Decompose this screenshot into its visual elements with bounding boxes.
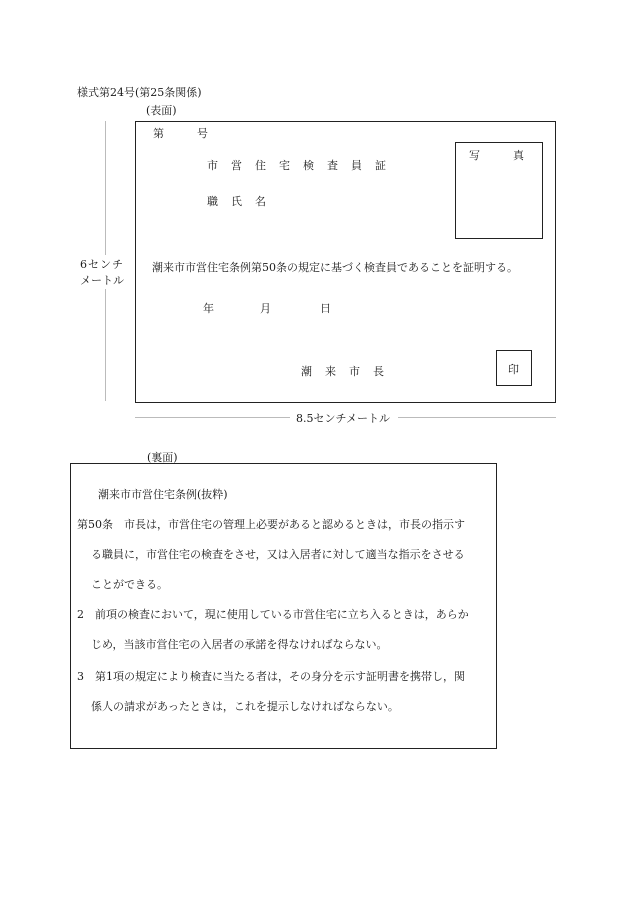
width-dimension-line-left xyxy=(135,417,290,418)
certificate-title: 市営住宅検査員証 xyxy=(207,159,399,172)
width-dimension-line-right xyxy=(398,417,556,418)
ordinance-heading: 潮来市市営住宅条例(抜粋) xyxy=(98,488,228,501)
ordinance-line: じめ，当該市営住宅の入居者の承諾を得なければならない。 xyxy=(91,638,388,651)
ordinance-line: 3 第1項の規定により検査に当たる者は，その身分を示す証明書を携帯し，関 xyxy=(77,670,465,683)
ordinance-line: 2 前項の検査において，現に使用している市営住宅に立ち入るときは，あらか xyxy=(77,608,469,621)
issuer-name: 潮来市長 xyxy=(301,365,397,378)
ordinance-line: る職員に，市営住宅の検査をさせ，又は入居者に対して適当な指示をさせる xyxy=(91,548,465,561)
photo-label: 写 真 xyxy=(469,149,524,162)
date-month-label: 月 xyxy=(260,302,271,315)
date-day-label: 日 xyxy=(320,302,331,315)
name-label: 職氏名 xyxy=(207,195,279,208)
height-dimension-label-1: 6センチ xyxy=(80,255,124,273)
certificate-number-line: 第 号 xyxy=(153,127,208,140)
back-side-label: (裏面) xyxy=(147,451,178,464)
width-dimension-label: 8.5センチメートル xyxy=(296,412,391,425)
ordinance-line: ことができる。 xyxy=(91,578,168,591)
ordinance-line: 係人の請求があったときは，これを提示しなければならない。 xyxy=(91,700,399,713)
form-number: 様式第24号(第25条関係) xyxy=(77,86,202,99)
date-year-label: 年 xyxy=(203,302,214,315)
seal-label: 印 xyxy=(508,363,519,376)
height-dimension-label-2: メートル xyxy=(80,271,124,289)
certification-statement: 潮来市市営住宅条例第50条の規定に基づく検査員であることを証明する。 xyxy=(152,261,518,274)
front-side-label: (表面) xyxy=(146,104,177,117)
ordinance-line: 第50条 市長は，市営住宅の管理上必要があると認めるときは，市長の指示す xyxy=(77,518,465,531)
